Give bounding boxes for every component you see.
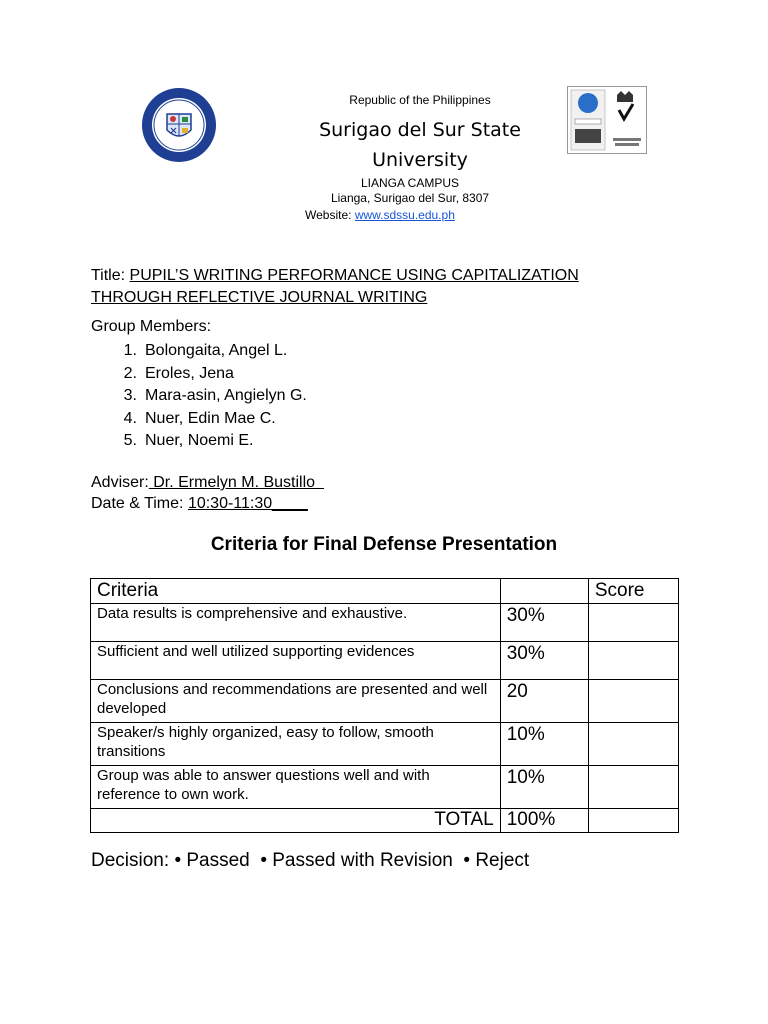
criteria-heading: Criteria for Final Defense Presentation bbox=[210, 534, 558, 555]
decision-label: Decision: bbox=[91, 850, 170, 871]
score-cell[interactable] bbox=[588, 766, 678, 809]
list-item: 2. Eroles, Jena bbox=[123, 364, 234, 382]
table-header-row bbox=[91, 579, 679, 604]
criteria-weight: 10% bbox=[500, 766, 588, 809]
list-item: 1. Bolongaita, Angel L. bbox=[123, 342, 288, 359]
website-link[interactable]: www.sdssu.edu.ph bbox=[354, 208, 455, 222]
title-text-line-1: PUPIL’S WRITING PERFORMANCE USING CAPITALIZATION bbox=[129, 267, 579, 284]
total-score-cell[interactable] bbox=[588, 809, 678, 833]
criteria-description: Speaker/s highly organized, easy to follow, smooth transitions bbox=[91, 723, 501, 766]
decision-option-reject[interactable]: • Reject bbox=[463, 850, 530, 871]
score-cell[interactable] bbox=[588, 723, 678, 766]
date-time-label: Date & Time: bbox=[91, 495, 184, 512]
decision-line bbox=[91, 850, 529, 872]
website-label: Website: bbox=[305, 208, 352, 222]
criteria-weight: 30% bbox=[500, 604, 588, 642]
certification-logos bbox=[567, 86, 647, 154]
criteria-weight: 10% bbox=[500, 723, 588, 766]
table-row bbox=[91, 642, 679, 680]
website-line bbox=[305, 208, 455, 222]
date-time-value: 10:30-11:30____ bbox=[187, 495, 308, 512]
list-item: 5. Nuer, Noemi E. bbox=[123, 432, 254, 449]
criteria-weight: 20 bbox=[500, 680, 588, 723]
table-row bbox=[91, 723, 679, 766]
campus-address: Lianga, Surigao del Sur, 8307 bbox=[330, 191, 490, 205]
university-name-line-2: University bbox=[372, 149, 468, 171]
total-label: TOTAL bbox=[91, 809, 501, 833]
table-row bbox=[91, 604, 679, 642]
criteria-description: Group was able to answer questions well and with reference to own work. bbox=[91, 766, 501, 809]
table-total-row bbox=[91, 809, 679, 833]
total-value: 100% bbox=[500, 809, 588, 833]
header-weight bbox=[500, 579, 588, 604]
campus-name: LIANGA CAMPUS bbox=[360, 176, 460, 190]
criteria-description: Sufficient and well utilized supporting evidences bbox=[91, 642, 501, 680]
title-label: Title: bbox=[91, 267, 126, 284]
table-row bbox=[91, 680, 679, 723]
campus-block bbox=[260, 176, 560, 206]
adviser-line bbox=[91, 472, 324, 493]
score-cell[interactable] bbox=[588, 680, 678, 723]
header-score: Score bbox=[588, 579, 678, 604]
adviser-value: Dr. Ermelyn M. Bustillo bbox=[148, 474, 324, 491]
research-title bbox=[91, 265, 579, 309]
criteria-table bbox=[90, 578, 679, 833]
criteria-description: Conclusions and recommendations are presented and well developed bbox=[91, 680, 501, 723]
university-name bbox=[260, 115, 580, 175]
decision-option-passed-with-revision[interactable]: • Passed with Revision bbox=[260, 850, 453, 871]
university-name-line-1: Surigao del Sur State bbox=[319, 119, 521, 141]
score-cell[interactable] bbox=[588, 604, 678, 642]
decision-option-passed[interactable]: • Passed bbox=[174, 850, 250, 871]
research-title-line-1 bbox=[91, 265, 579, 287]
university-seal-logo bbox=[140, 86, 218, 164]
list-item: 3. Mara-asin, Angielyn G. bbox=[123, 387, 307, 404]
criteria-description: Data results is comprehensive and exhaustive. bbox=[91, 604, 501, 642]
score-cell[interactable] bbox=[588, 642, 678, 680]
criteria-weight: 30% bbox=[500, 642, 588, 680]
table-row bbox=[91, 766, 679, 809]
header-criteria: Criteria bbox=[91, 579, 501, 604]
title-text-line-2: THROUGH REFLECTIVE JOURNAL WRITING bbox=[91, 289, 428, 306]
group-members-label: Group Members: bbox=[91, 318, 212, 335]
republic-line: Republic of the Philippines bbox=[349, 93, 491, 107]
group-members-list bbox=[91, 340, 307, 453]
list-item: 4. Nuer, Edin Mae C. bbox=[123, 409, 276, 427]
date-time-line bbox=[91, 493, 308, 514]
adviser-label: Adviser: bbox=[91, 474, 149, 491]
